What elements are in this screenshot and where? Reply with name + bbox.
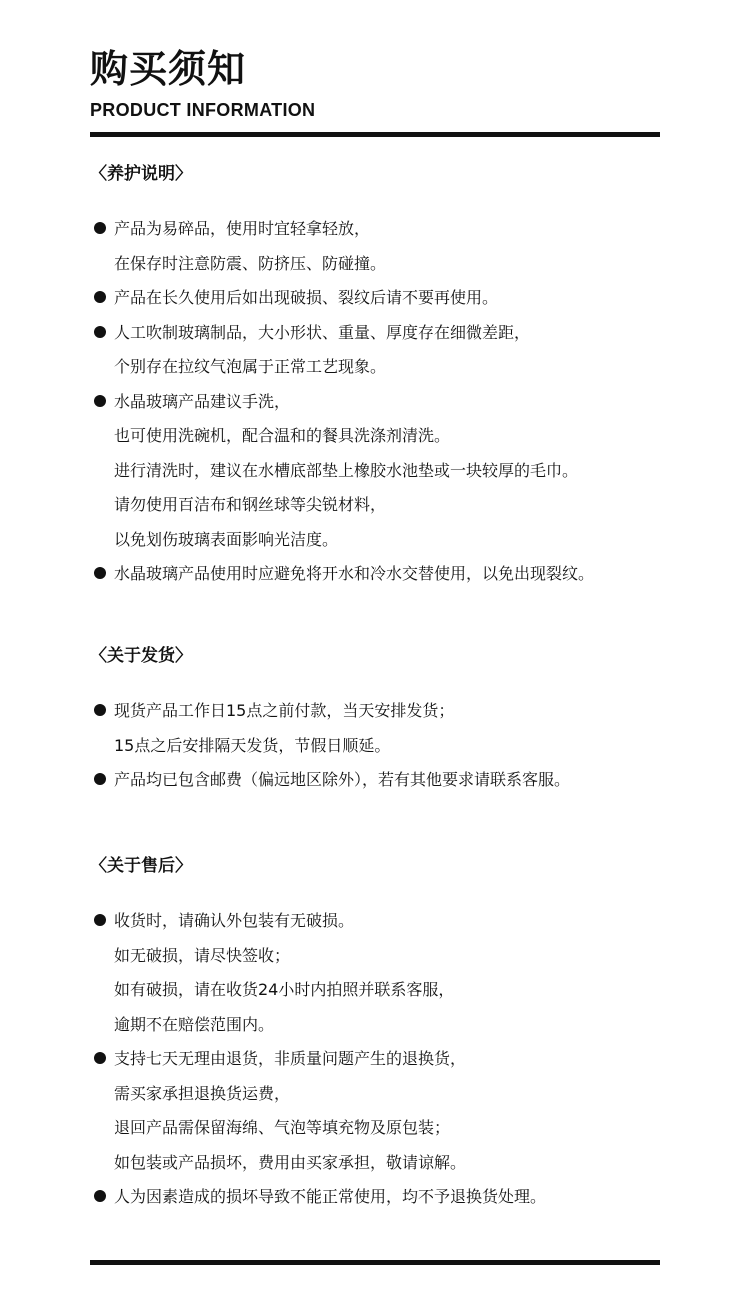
item-text: 产品在长久使用后如出现破损、裂纹后请不要再使用。 — [114, 288, 499, 307]
item-text: 15点之后安排隔天发货，节假日顺延。 — [114, 735, 391, 755]
list-item — [90, 1180, 690, 1215]
item-text: 个别存在拉纹气泡属于正常工艺现象。 — [114, 357, 387, 376]
item-text: 也可使用洗碗机，配合温和的餐具洗涤剂清洗。 — [114, 426, 451, 445]
section-shipping — [90, 644, 690, 798]
list-item — [90, 763, 690, 798]
top-divider — [90, 132, 660, 137]
item-text: 如有破损，请在收货24小时内拍照并联系客服， — [114, 980, 455, 999]
list-item — [90, 694, 690, 763]
list-item — [90, 904, 690, 1042]
page-subtitle: PRODUCT INFORMATION — [90, 100, 316, 120]
item-text: 人为因素造成的损坏导致不能正常使用，均不予退换货处理。 — [114, 1187, 547, 1206]
list-item — [90, 1042, 690, 1180]
section-after-sales — [90, 854, 690, 1215]
bullet-icon — [94, 291, 106, 303]
section-care-instructions — [90, 162, 690, 592]
bullet-icon — [94, 222, 106, 234]
item-text: 如无破损，请尽快签收； — [114, 945, 291, 965]
item-text: 收货时，请确认外包装有无破损。 — [114, 911, 355, 930]
item-text: 产品为易碎品，使用时宜轻拿轻放， — [114, 219, 371, 238]
section-heading: 〈养护说明〉 — [90, 164, 192, 184]
list-item — [90, 557, 690, 592]
bullet-icon — [94, 704, 106, 716]
bullet-icon — [94, 1190, 106, 1202]
bullet-icon — [94, 773, 106, 785]
item-text: 水晶玻璃产品建议手洗， — [114, 391, 291, 411]
item-text: 水晶玻璃产品使用时应避免将开水和冷水交替使用，以免出现裂纹。 — [114, 564, 595, 583]
section-heading: 〈关于发货〉 — [90, 646, 192, 666]
item-text: 产品均已包含邮费（偏远地区除外），若有其他要求请联系客服。 — [114, 770, 571, 789]
bottom-divider — [90, 1260, 660, 1265]
item-text: 人工吹制玻璃制品，大小形状、重量、厚度存在细微差距， — [114, 322, 531, 342]
bullet-icon — [94, 567, 106, 579]
section-heading: 〈关于售后〉 — [90, 856, 192, 876]
list-item — [90, 316, 690, 385]
list-item — [90, 212, 690, 281]
item-text: 请勿使用百洁布和钢丝球等尖锐材料， — [114, 495, 387, 514]
bullet-icon — [94, 1052, 106, 1064]
item-text: 支持七天无理由退货，非质量问题产生的退换货， — [114, 1049, 467, 1068]
item-text: 逾期不在赔偿范围内。 — [114, 1014, 275, 1034]
list-item — [90, 385, 690, 558]
item-text: 以免划伤玻璃表面影响光洁度。 — [114, 529, 339, 549]
page-header — [90, 44, 660, 122]
item-text: 进行清洗时，建议在水槽底部垫上橡胶水池垫或一块较厚的毛巾。 — [114, 460, 579, 480]
page-title: 购买须知 — [90, 47, 247, 91]
bullet-icon — [94, 914, 106, 926]
item-text: 在保存时注意防震、防挤压、防碰撞。 — [114, 253, 387, 273]
list-item — [90, 281, 690, 316]
bullet-icon — [94, 326, 106, 338]
bullet-icon — [94, 395, 106, 407]
item-text: 现货产品工作日15点之前付款，当天安排发货； — [114, 701, 455, 720]
item-text: 需买家承担退换货运费， — [114, 1083, 291, 1103]
item-text: 退回产品需保留海绵、气泡等填充物及原包装； — [114, 1118, 451, 1137]
item-text: 如包装或产品损坏，费用由买家承担，敬请谅解。 — [114, 1152, 467, 1172]
